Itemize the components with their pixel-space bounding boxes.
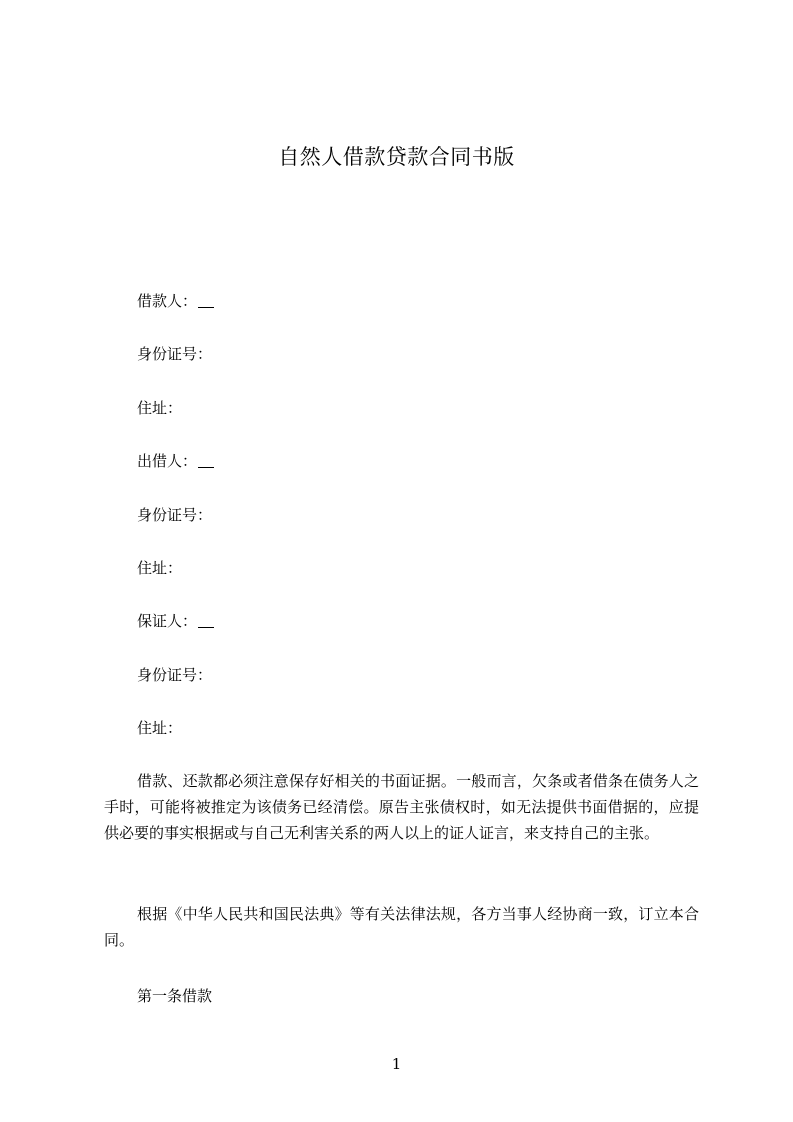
lender-blank-line bbox=[198, 453, 214, 468]
borrower-field bbox=[137, 291, 214, 311]
guarantor-address-label: 住址： bbox=[137, 719, 183, 737]
borrower-address-label: 住址： bbox=[137, 399, 183, 417]
lender-id-label: 身份证号： bbox=[137, 506, 213, 524]
lender-label: 出借人： bbox=[137, 452, 198, 470]
borrower-label: 借款人： bbox=[137, 292, 198, 310]
borrower-address-field bbox=[137, 398, 182, 418]
guarantor-address-field bbox=[137, 718, 182, 738]
lender-id-field bbox=[137, 505, 212, 525]
borrower-blank-line bbox=[198, 293, 214, 308]
lender-address-field bbox=[137, 558, 182, 578]
guarantor-label: 保证人： bbox=[137, 612, 198, 630]
lender-address-label: 住址： bbox=[137, 559, 183, 577]
section-heading: 第一条借款 bbox=[137, 987, 213, 1005]
guarantor-field bbox=[137, 611, 214, 631]
guarantor-id-field bbox=[137, 665, 212, 685]
guarantor-id-label: 身份证号： bbox=[137, 666, 213, 684]
document-title: 自然人借款贷款合同书版 bbox=[278, 145, 515, 169]
page-number: 1 bbox=[391, 1055, 402, 1073]
legal-basis-paragraph: 根据《中华人民共和国民法典》等有关法律法规，各方当事人经协商一致，订立本合同。 bbox=[104, 905, 699, 949]
guarantor-blank-line bbox=[198, 613, 214, 628]
lender-field bbox=[137, 451, 214, 471]
borrower-id-field bbox=[137, 344, 212, 364]
evidence-paragraph: 借款、还款都必须注意保存好相关的书面证据。一般而言，欠条或者借条在债务人之手时，可能将被推定为该债务已经清偿。原告主张债权时，如无法提供书面借据的，应提供必要的事实根据或与自己无利害关系的两人以上的证人证言，来支持自己的主张。 bbox=[104, 772, 699, 842]
borrower-id-label: 身份证号： bbox=[137, 345, 213, 363]
